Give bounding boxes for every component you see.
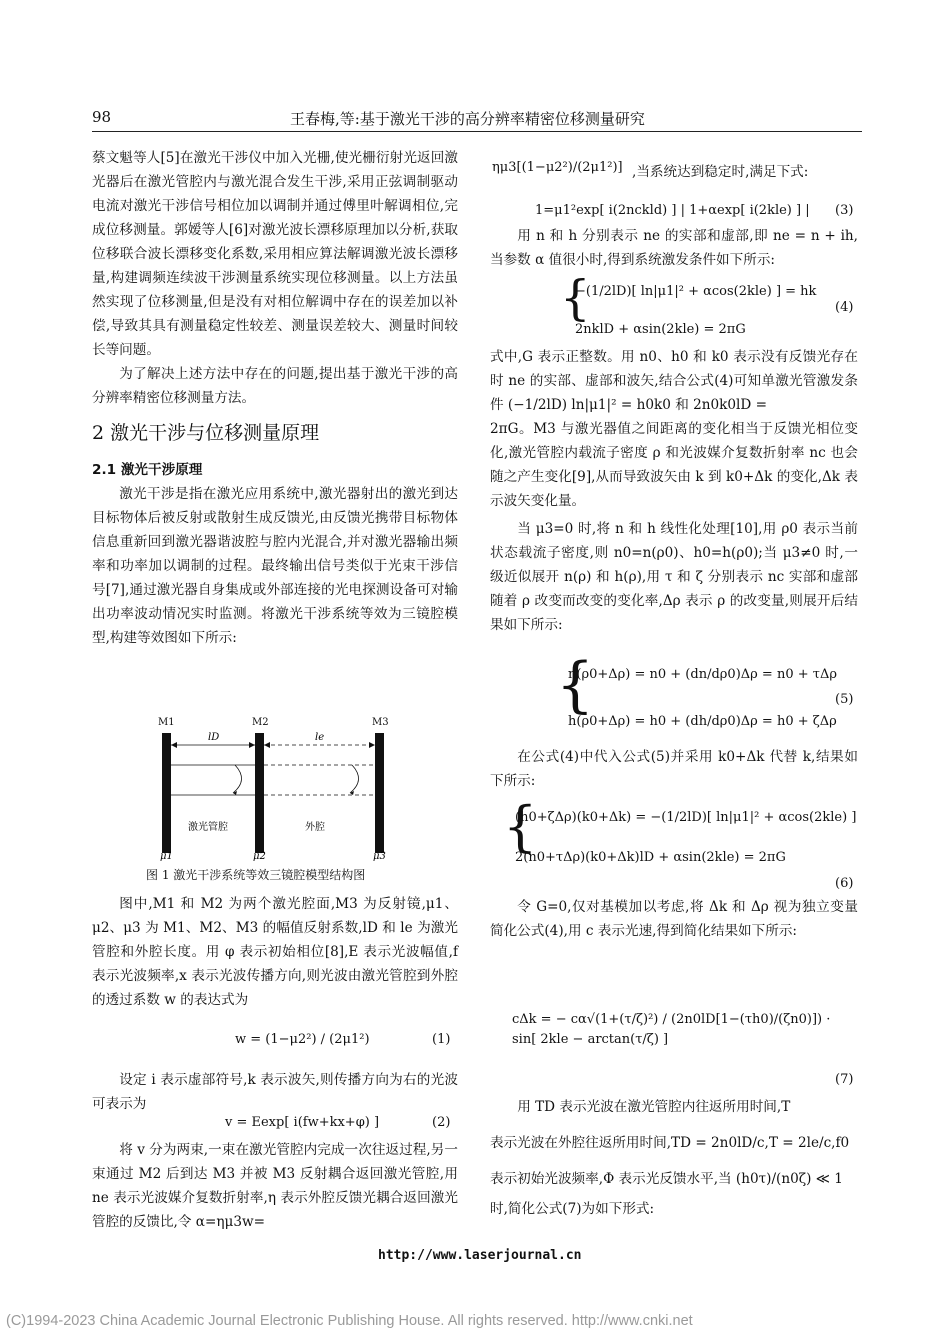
header-rule <box>92 131 862 132</box>
mirror-m3 <box>375 733 384 853</box>
region-label-external: 外腔 <box>305 822 325 833</box>
equation-1: w = (1−μ2²) / (2μ1²) <box>235 1032 370 1047</box>
equation-2-number: (2) <box>432 1115 451 1130</box>
mirror-m2 <box>255 733 264 853</box>
equation-4-number: (4) <box>835 300 854 315</box>
equation-6a: (h0+ζΔρ)(k0+Δk) = −(1/2lD)[ ln|μ1|² + αcos(2kle) ] <box>515 810 857 825</box>
equation-5-number: (5) <box>835 692 854 707</box>
equation-7: cΔk = − cα√(1+(τ/ζ)²) / (2n0lD[1−(τh0)/(ζn0)]) · sin[ 2kle − arctan(τ/ζ) ] <box>512 1012 831 1047</box>
equation-4-brace: { <box>560 270 591 326</box>
mirror-m1 <box>162 733 171 853</box>
paragraph-round-trip-c: 表示初始光波频率,Φ 表示光反馈水平,当 (h0τ)/(n0ζ) ≪ 1 <box>490 1171 843 1187</box>
right-column-block-4 <box>490 895 858 943</box>
paragraph-wave: 设定 i 表示虚部符号,k 表示波矢,则传播方向为右的光波可表示为 <box>92 1072 458 1112</box>
paragraph-round-trip-a: 用 TD 表示光波在激光管腔内往返所用时间,T <box>517 1099 791 1115</box>
journal-url[interactable]: http://www.laserjournal.cn <box>378 1248 582 1263</box>
section-title: 2 激光干涉与位移测量原理 <box>92 422 320 444</box>
subsection-title: 2.1 激光干涉原理 <box>92 462 203 478</box>
left-column <box>92 146 458 650</box>
paragraph-principle: 激光干涉是指在激光应用系统中,激光器射出的激光到达目标物体后被反射或散射生成反馈光,由反馈光携带目标物体信息重新回到激光器谐波腔与腔内光混合,并对激光器输出频率和功率加以调制的过程。最终输出信号类似于光束干涉信号[7],通过激光器自身集成或外部连接的光电探测设备可对输出功率波动情况实时监测。将激光干涉系统等效为三镜腔模型,构建等效图如下所示: <box>92 486 458 646</box>
paragraph-goal: 为了解决上述方法中存在的问题,提出基于激光干涉的高分辨率精密位移测量方法。 <box>92 366 458 406</box>
length-label-le: le <box>315 732 325 743</box>
paragraph-excitation: 用 n 和 h 分别表示 ne 的实部和虚部,即 ne = n + ih,当参数 α 值很小时,得到系统激发条件如下所示: <box>490 228 858 268</box>
running-title: 王春梅,等:基于激光干涉的高分辨率精密位移测量研究 <box>290 110 645 128</box>
mirror-label-m2: M2 <box>252 717 269 728</box>
mu-label-2: μ2 <box>253 851 266 861</box>
equation-5-brace: { <box>556 650 595 720</box>
paragraph-round-trip-d: 时,简化公式(7)为如下形式: <box>490 1201 655 1217</box>
equation-6-brace: { <box>503 795 538 858</box>
right-column-block-5 <box>490 1094 858 1222</box>
paragraph-intro: 蔡文魁等人[5]在激光干涉仪中加入光栅,使光栅衍射光返回激光器后在激光管腔内与激光混合发生干涉,采用正弦调制驱动电流对激光干涉信号相位加以调制并通过傅里叶解调相位,完成位移测量。郭嫒等人[6]对激光波长漂移原理加以分析,获取位移联合波长漂移变化系数,采用相应算法解调激光波长漂移量,构建调频连续波干涉测量系统实现位移测量。以上方法虽然实现了位移测量,但是没有对相位解调中存在的误差加以补偿,导致其具有测量稳定性较差、测量误差较大、测量时间较长等问题。 <box>92 150 458 358</box>
eta-expression: ημ3[(1−μ2²)/(2μ1²)] <box>492 160 623 175</box>
length-label-ld: lD <box>208 732 220 743</box>
left-column-lower-2 <box>92 1068 458 1116</box>
figure-caption: 图 1 激光干涉系统等效三镜腔模型结构图 <box>146 868 366 882</box>
equation-7-number: (7) <box>835 1072 854 1087</box>
three-mirror-cavity-figure <box>140 713 420 861</box>
mirror-label-m3: M3 <box>372 717 389 728</box>
paragraph-no-feedback: 式中,G 表示正整数。用 n0、h0 和 k0 表示没有反馈光存在时 ne 的实部、虚部和波矢,结合公式(4)可知单激光管激发条件 (−1/2lD) ln|μ1|² = h0k0 和 2n0k0lD = <box>490 349 858 413</box>
equation-5b: h(ρ0+Δρ) = h0 + (dh/dρ0)Δρ = h0 + ζΔρ <box>568 714 837 729</box>
left-column-lower <box>92 892 458 1012</box>
equation-5a: n(ρ0+Δρ) = n0 + (dn/dρ0)Δρ = n0 + τΔρ <box>568 667 837 682</box>
equation-4b: 2nklD + αsin(2kle) = 2πG <box>575 322 746 337</box>
beam-inner-turn <box>233 765 242 793</box>
right-column-block-2 <box>490 345 858 637</box>
paragraph-phase-change: 2πG。M3 与激光器值之间距离的变化相当于反馈光相位变化,激光管腔内载流子密度 ρ 和光波媒介复数折射率 nc 也会随之产生变化[9],从而导致波矢由 k 到 k0+Δk 的变化,Δk 表示波矢变化量。 <box>490 421 858 509</box>
paragraph-beam-split: 将 v 分为两束,一束在激光管腔内完成一次往返过程,另一束通过 M2 后到达 M3 并被 M3 反射耦合返回激光管腔,用 ne 表示光波媒介复数折射率,η 表示外腔反馈光耦合返回激光管腔的反馈比,令 α=ημ3w= <box>92 1142 458 1230</box>
copyright-line: (C)1994-2023 China Academic Journal Electronic Publishing House. All rights reserved. http://www.cnki.net <box>6 1313 693 1329</box>
equation-4a: −(1/2lD)[ ln|μ1|² + αcos(2kle) ] = hk <box>575 284 817 299</box>
beam-outer-turn <box>350 765 359 793</box>
right-column-block-1 <box>490 224 858 272</box>
page-number: 98 <box>92 108 112 126</box>
paragraph-substitute: 在公式(4)中代入公式(5)并采用 k0+Δk 代替 k,结果如下所示: <box>490 749 858 789</box>
equation-1-number: (1) <box>432 1032 451 1047</box>
paragraph-linearize: 当 μ3=0 时,将 n 和 h 线性化处理[10],用 ρ0 表示当前状态载流子密度,则 n0=n(ρ0)、h0=h(ρ0);当 μ3≠0 时,一级近似展开 n(ρ) 和 h(ρ),用 τ 和 ζ 分别表示 nc 实部和虚部随着 ρ 改变而改变的变化率,Δρ 表示 ρ 的改变量,则展开后结果如下所示: <box>490 521 858 633</box>
region-label-laser-tube: 激光管腔 <box>188 822 228 833</box>
mirror-label-m1: M1 <box>158 717 175 728</box>
right-column-block-3 <box>490 745 858 793</box>
left-column-lower-3 <box>92 1138 458 1234</box>
equation-2: v = Eexp[ i(fw+kx+φ) ] <box>225 1115 380 1130</box>
equation-3: 1=μ1²exp[ i(2nckld) ] | 1+αexp[ i(2kle) ] | <box>535 203 810 218</box>
equation-6b: 2(n0+τΔρ)(k0+Δk)lD + αsin(2kle) = 2πG <box>515 850 786 865</box>
equation-6-number: (6) <box>835 876 854 891</box>
equation-3-number: (3) <box>835 203 854 218</box>
mu-label-1: μ1 <box>160 851 173 861</box>
mu-label-3: μ3 <box>373 851 386 861</box>
paragraph-simplify: 令 G=0,仅对基模加以考虑,将 Δk 和 Δρ 视为独立变量简化公式(4),用 c 表示光速,得到简化结果如下所示: <box>490 899 858 939</box>
paragraph-round-trip-b: 表示光波在外腔往返所用时间,TD = 2n0lD/c,T = 2le/c,f0 <box>490 1135 850 1151</box>
paragraph-figure-explain: 图中,M1 和 M2 为两个激光腔面,M3 为反射镜,μ1、μ2、μ3 为 M1、M2、M3 的幅值反射系数,lD 和 le 为激光管腔和外腔长度。用 φ 表示初始相位[8],E 表示光波幅值,f 表示光波频率,x 表示光波传播方向,则光波由激光管腔到外腔的透过系数 w 的表达式为 <box>92 896 458 1008</box>
stable-condition-text: ,当系统达到稳定时,满足下式: <box>632 164 809 180</box>
